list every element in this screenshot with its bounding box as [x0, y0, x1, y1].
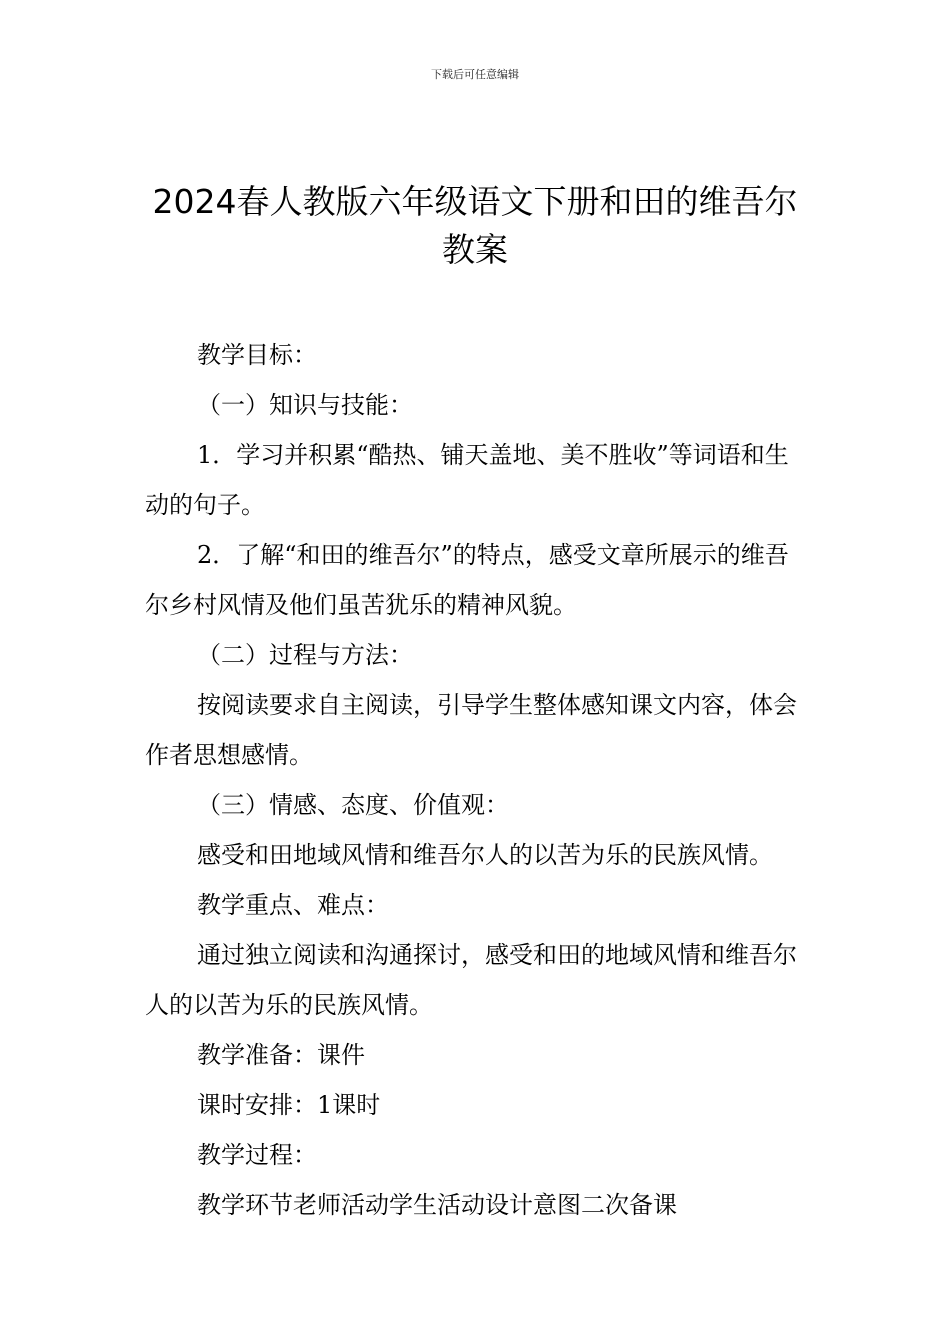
- paragraph-schedule: 课时安排：1课时: [197, 1091, 381, 1119]
- paragraph-teaching-goals: 教学目标：: [197, 341, 317, 369]
- paragraph-process-text: 按阅读要求自主阅读，引导学生整体感知课文内容，体会作者思想感情。: [145, 691, 797, 769]
- paragraph-key-points: 教学重点、难点：: [197, 891, 389, 919]
- paragraph-emotion-values: （三）情感、态度、价值观：: [197, 791, 509, 819]
- paragraph-item-1: 1．学习并积累“酷热、铺天盖地、美不胜收”等词语和生动的句子。: [145, 441, 789, 519]
- paragraph-key-points-text: 通过独立阅读和沟通探讨，感受和田的地域风情和维吾尔人的以苦为乐的民族风情。: [145, 941, 797, 1019]
- header-note: 下载后可任意编辑: [431, 68, 519, 81]
- paragraph-preparation: 教学准备：课件: [197, 1041, 365, 1069]
- document-body: [145, 330, 805, 1230]
- document-title: 2024春人教版六年级语文下册和田的维吾尔教案: [152, 182, 798, 269]
- paragraph-item-2: 2．了解“和田的维吾尔”的特点，感受文章所展示的维吾尔乡村风情及他们虽苦犹乐的精神风貌。: [145, 541, 789, 619]
- paragraph-emotion-text: 感受和田地域风情和维吾尔人的以苦为乐的民族风情。: [197, 841, 773, 869]
- paragraph-process-heading: 教学过程：: [197, 1141, 317, 1169]
- paragraph-knowledge-skills: （一）知识与技能：: [197, 391, 413, 419]
- paragraph-process-methods: （二）过程与方法：: [197, 641, 413, 669]
- paragraph-table-header: 教学环节老师活动学生活动设计意图二次备课: [197, 1191, 677, 1219]
